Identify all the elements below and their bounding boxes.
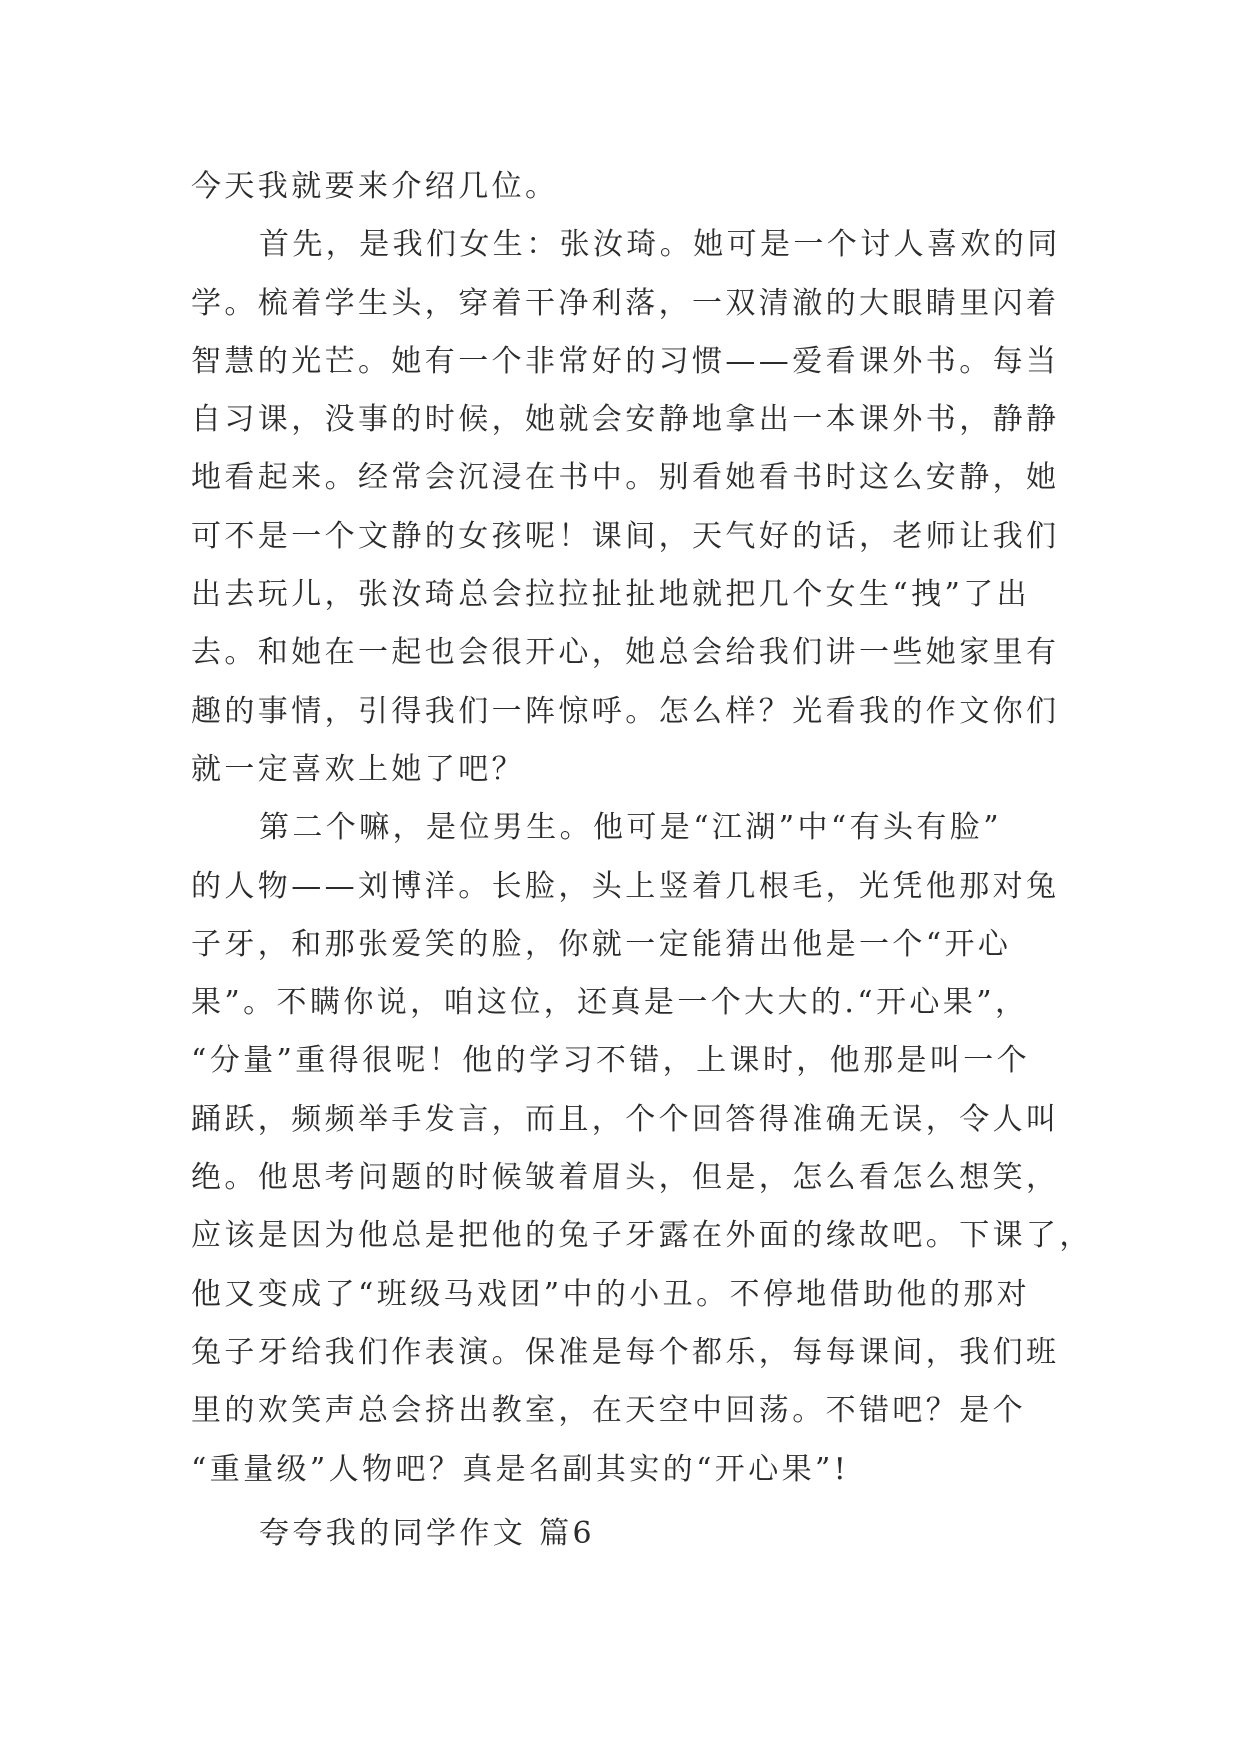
paragraph-first-line: 首先，是我们女生：张汝琦。她可是一个讨人喜欢的同 — [259, 227, 1061, 263]
text-line: 就一定喜欢上她了吧？ — [191, 751, 525, 787]
text-line: 兔子牙给我们作表演。保准是每个都乐，每每课间，我们班 — [191, 1334, 1060, 1370]
text-line: 果”。不瞒你说，咱这位，还真是一个大大的.“开心果”， — [191, 985, 1029, 1021]
text-line: 他又变成了“班级马戏团”中的小丑。不停地借助他的那对 — [191, 1276, 1031, 1312]
text-line: 绝。他思考问题的时候皱着眉头，但是，怎么看怎么想笑， — [191, 1160, 1060, 1196]
text-line: 今天我就要来介绍几位。 — [191, 169, 559, 204]
text-line: 踊跃，频频举手发言，而且，个个回答得准确无误，令人叫 — [191, 1101, 1060, 1137]
text-line: 的人物——刘博洋。长脸，头上竖着几根毛，光凭他那对兔 — [191, 868, 1060, 904]
section-heading: 夸夸我的同学作文 篇6 — [259, 1515, 596, 1551]
text-line: 智慧的光芒。她有一个非常好的习惯——爱看课外书。每当 — [191, 343, 1060, 379]
text-line: 自习课，没事的时候，她就会安静地拿出一本课外书，静静 — [191, 402, 1060, 438]
paragraph-first-line: 第二个嘛，是位男生。他可是“江湖”中“有头有脸” — [259, 810, 1002, 846]
text-line: 趣的事情，引得我们一阵惊呼。怎么样？光看我的作文你们 — [191, 693, 1060, 729]
text-line: 应该是因为他总是把他的兔子牙露在外面的缘故吧。下课了， — [191, 1218, 1093, 1254]
text-line: 去。和她在一起也会很开心，她总会给我们讲一些她家里有 — [191, 635, 1060, 671]
text-line: “分量”重得很呢！他的学习不错，上课时，他那是叫一个 — [191, 1043, 1031, 1079]
text-line: “重量级”人物吧？真是名副其实的“开心果”! — [191, 1451, 850, 1487]
essay-body — [191, 158, 1093, 1563]
text-line: 学。梳着学生头，穿着干净利落，一双清澈的大眼睛里闪着 — [191, 285, 1060, 321]
text-line: 地看起来。经常会沉浸在书中。别看她看书时这么安静，她 — [191, 460, 1060, 496]
text-line: 里的欢笑声总会挤出教室，在天空中回荡。不错吧？是个 — [191, 1393, 1026, 1429]
text-line: 出去玩儿，张汝琦总会拉拉扯扯地就把几个女生“拽”了出 — [191, 577, 1031, 613]
text-line: 子牙，和那张爱笑的脸，你就一定能猜出他是一个“开心 — [191, 926, 1012, 962]
text-line: 可不是一个文静的女孩呢！课间，天气好的话，老师让我们 — [191, 518, 1060, 554]
